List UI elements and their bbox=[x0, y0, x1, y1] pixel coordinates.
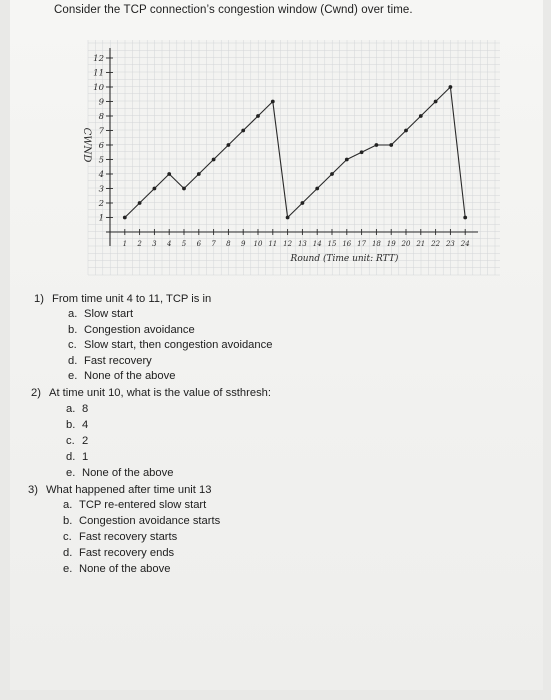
cwnd-data-point bbox=[227, 143, 231, 147]
cwnd-data-point bbox=[182, 187, 186, 191]
cwnd-data-point bbox=[345, 158, 349, 162]
y-tick-label: 11 bbox=[93, 68, 104, 79]
cwnd-data-point bbox=[212, 158, 216, 162]
question-1 bbox=[34, 292, 211, 308]
q3-option-e: e. None of the above bbox=[63, 563, 171, 575]
x-tick-label: 18 bbox=[371, 240, 381, 248]
cwnd-data-point bbox=[153, 187, 157, 191]
x-tick-label: 23 bbox=[445, 240, 455, 248]
y-tick-label: 9 bbox=[98, 97, 104, 108]
cwnd-data-point bbox=[419, 114, 423, 118]
q2-option-c: c. 2 bbox=[66, 435, 89, 447]
question-2-number: 2) bbox=[31, 387, 41, 399]
question-1-text: From time unit 4 to 11, TCP is in bbox=[52, 293, 212, 305]
x-tick-label: 4 bbox=[166, 240, 172, 248]
x-tick-label: 1 bbox=[122, 240, 128, 248]
x-tick-label: 20 bbox=[401, 240, 411, 248]
y-tick-label: 3 bbox=[98, 184, 104, 195]
x-tick-label: 9 bbox=[240, 240, 246, 248]
question-2 bbox=[31, 386, 271, 402]
question-3-text: What happened after time unit 13 bbox=[46, 484, 212, 496]
x-tick-label: 7 bbox=[211, 240, 216, 248]
y-tick-label: 7 bbox=[98, 126, 104, 137]
x-axis-label: Round (Time unit: RTT) bbox=[290, 254, 399, 264]
x-tick-label: 8 bbox=[226, 240, 231, 248]
cwnd-data-point bbox=[375, 143, 379, 147]
x-tick-label: 3 bbox=[152, 240, 157, 248]
cwnd-data-point bbox=[449, 85, 453, 89]
question-3-number: 3) bbox=[28, 484, 38, 496]
q3-option-d: d. Fast recovery ends bbox=[63, 547, 175, 559]
cwnd-data-point bbox=[315, 187, 319, 191]
cwnd-data-point bbox=[404, 129, 408, 133]
y-tick-label: 4 bbox=[98, 170, 104, 180]
x-tick-label: 10 bbox=[253, 240, 263, 248]
worksheet-title: Consider the TCP connection’s congestion window (Cwnd) over time. bbox=[54, 4, 413, 16]
x-tick-label: 24 bbox=[460, 240, 470, 248]
question-2-text: At time unit 10, what is the value of ssthresh: bbox=[49, 387, 271, 399]
y-tick-label: 1 bbox=[98, 213, 104, 224]
question-3 bbox=[28, 483, 211, 499]
q1-option-b: b. Congestion avoidance bbox=[68, 324, 195, 336]
x-tick-label: 21 bbox=[416, 240, 426, 248]
cwnd-data-point bbox=[434, 100, 438, 104]
y-tick-label: 10 bbox=[93, 83, 104, 93]
cwnd-line-chart bbox=[0, 0, 551, 290]
y-tick-label: 12 bbox=[93, 54, 104, 64]
y-tick-label: 6 bbox=[98, 141, 104, 151]
q3-option-c: c. Fast recovery starts bbox=[63, 531, 178, 543]
q3-option-b: b. Congestion avoidance starts bbox=[63, 515, 221, 527]
x-tick-label: 2 bbox=[137, 240, 142, 248]
x-tick-label: 12 bbox=[283, 240, 293, 248]
cwnd-data-point bbox=[330, 172, 334, 176]
x-tick-label: 17 bbox=[357, 240, 367, 248]
x-tick-label: 15 bbox=[327, 240, 337, 248]
q1-option-d: d. Fast recovery bbox=[68, 355, 152, 367]
y-tick-label: 2 bbox=[98, 199, 104, 209]
cwnd-data-point bbox=[197, 172, 201, 176]
cwnd-data-point bbox=[286, 216, 290, 220]
q1-option-a: a. Slow start bbox=[68, 308, 134, 320]
cwnd-data-point bbox=[301, 201, 305, 205]
x-tick-label: 11 bbox=[268, 240, 278, 248]
x-tick-label: 13 bbox=[297, 240, 307, 248]
cwnd-data-point bbox=[389, 143, 393, 147]
x-tick-label: 22 bbox=[431, 240, 441, 248]
x-tick-label: 16 bbox=[342, 240, 352, 248]
q1-option-c: c. Slow start, then congestion avoidance bbox=[68, 339, 273, 351]
q2-option-a: a. 8 bbox=[66, 403, 89, 415]
cwnd-data-point bbox=[167, 172, 171, 176]
cwnd-data-point bbox=[271, 100, 275, 104]
cwnd-data-point bbox=[256, 114, 260, 118]
cwnd-data-point bbox=[241, 129, 245, 133]
question-1-number: 1) bbox=[34, 293, 44, 305]
x-tick-label: 5 bbox=[181, 240, 187, 248]
q3-option-a: a. TCP re-entered slow start bbox=[63, 499, 207, 511]
cwnd-data-point bbox=[360, 150, 364, 154]
y-axis-label: CWND bbox=[81, 127, 92, 163]
cwnd-data-point bbox=[123, 216, 127, 220]
x-tick-label: 19 bbox=[386, 240, 396, 248]
x-tick-label: 6 bbox=[196, 240, 202, 248]
q2-option-e: e. None of the above bbox=[66, 467, 174, 479]
cwnd-data-point bbox=[463, 216, 467, 220]
cwnd-data-point bbox=[138, 201, 142, 205]
y-tick-label: 5 bbox=[98, 155, 104, 166]
q1-option-e: e. None of the above bbox=[68, 370, 176, 382]
x-tick-label: 14 bbox=[312, 240, 322, 248]
y-tick-label: 8 bbox=[98, 112, 104, 122]
q2-option-d: d. 1 bbox=[66, 451, 89, 463]
q2-option-b: b. 4 bbox=[66, 419, 89, 431]
